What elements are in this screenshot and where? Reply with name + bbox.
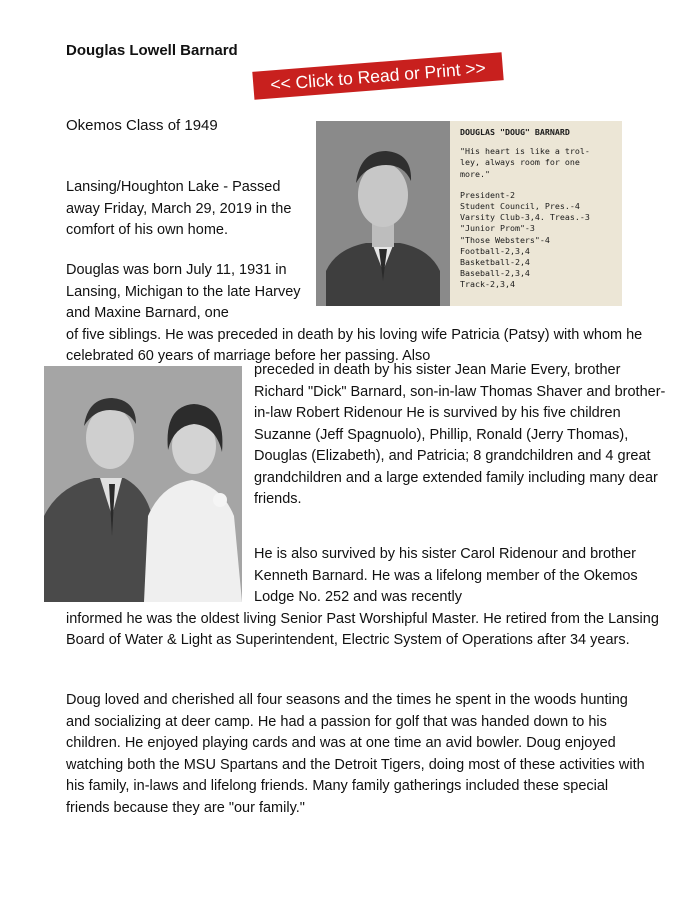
paragraph-preceded: preceded in death by his sister Jean Marie Every, brother Richard "Dick" Barnard, son-in-law Thomas Shaver and brother-in-law Robert Ridenour He is survived by his five children Suzanne (Jeff Spagnuolo), Phillip, Ronald (Jerry Thomas), Douglas (Elizabeth), and Patricia; 8 grandchildren and 4 great grandchildren and a large extended family including many dear friends. bbox=[254, 362, 666, 507]
paragraph-born-part1: Douglas was born July 11, 1931 in Lansing, Michigan to the late Harvey and Maxine Barnard, one bbox=[66, 262, 301, 321]
yearbook-activity: President-2 bbox=[460, 189, 515, 200]
yearbook-activity: "Those Websters"-4 bbox=[460, 234, 550, 245]
yearbook-activity: Student Council, Pres.-4 bbox=[460, 201, 580, 212]
paragraph-survived-text: He is also survived by his sister Carol Ridenour and brother Kenneth Barnard. He was a lifelong member of the Okemos Lodge No. 252 and was recently bbox=[254, 546, 638, 605]
paragraph-survived-continued: informed he was the oldest living Senior Past Worshipful Master. He retired from the Lansing Board of Water & Light as Superintendent, Electric System of Operations after 34 years. bbox=[66, 610, 659, 648]
class-year: Okemos Class of 1949 bbox=[66, 117, 218, 134]
paragraph-lansing: Lansing/Houghton Lake - Passed away Friday, March 29, 2019 in the comfort of his own home. bbox=[66, 179, 292, 238]
yearbook-activity: Varsity Club-3,4. Treas.-3 bbox=[460, 212, 590, 223]
yearbook-quote: "His heart is like a trol- ley, always room for one more." bbox=[460, 146, 590, 179]
yearbook-activity: Baseball-2,3,4 bbox=[460, 268, 530, 279]
yearbook-activity: Football-2,3,4 bbox=[460, 245, 530, 256]
read-or-print-button[interactable]: << Click to Read or Print >> bbox=[252, 52, 503, 100]
paragraph-born bbox=[66, 260, 666, 368]
yearbook-activity: Track-2,3,4 bbox=[460, 279, 515, 290]
paragraph-doug: Doug loved and cherished all four seasons and the times he spent in the woods hunting and socializing at deer camp. He had a passion for golf that was handed down to his children. He enjoyed playing cards and was at one time an avid bowler. Doug enjoyed watching both the MSU Spartans and the Detroit Tigers, doing most of these activities with his family, in-laws and lifelong friends. Many family gatherings included these special friends because they are "our family." bbox=[66, 692, 645, 816]
paragraph-born-part2: of five siblings. He was preceded in death by his loving wife Patricia (Patsy) with whom he celebrated 60 years of marriage before her passing. Also bbox=[66, 326, 643, 364]
yearbook-name: DOUGLAS "DOUG" BARNARD bbox=[460, 127, 570, 137]
page-title: Douglas Lowell Barnard bbox=[66, 42, 238, 59]
yearbook-activity: "Junior Prom"-3 bbox=[460, 223, 535, 234]
paragraph-survived bbox=[66, 544, 666, 652]
yearbook-activity: Basketball-2,4 bbox=[460, 257, 530, 268]
